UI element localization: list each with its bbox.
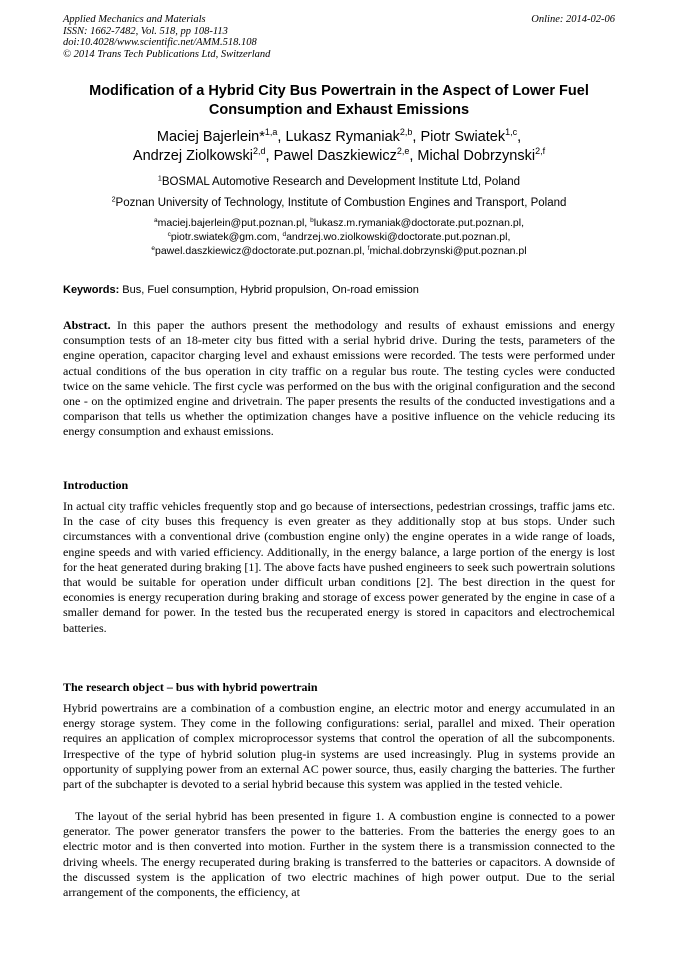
email-address[interactable]: andrzej.wo.ziolkowski@doctorate.put.poznan.pl, [286, 231, 511, 243]
affiliation-sup: 1 [157, 174, 162, 183]
author-sup: 1,c [505, 127, 518, 138]
abstract-text: In this paper the authors present the methodology and results of exhaust emissions and energy consumption tests of an 18-meter city bus fitted with a serial hybrid drive. During the tests, parameters of the engine operation, capacitor charging level and exhaust emissions were recorded. The tests were performed under actual conditions of the bus operation in city traffic on a regular bus route. The testing cycles were conducted twice on the same vehicle. The first cycle was performed on the bus with the original configuration and the second one - on the optimized engine and drivetrain. The paper presents the results of the conducted investigations and a comparison that tells us whether the optimization changes have a positive influence on the vehicle reducing its energy consumption and exhaust emissions. [63, 318, 615, 439]
author-name: Michal Dobrzynski [417, 148, 536, 164]
author-sup: 2,d [253, 146, 266, 157]
author-name: Lukasz Rymaniak [285, 129, 400, 145]
author-name: Maciej Bajerlein* [156, 129, 265, 145]
email-address[interactable]: michal.dobrzynski@put.poznan.pl [369, 245, 527, 257]
journal-issn: ISSN: 1662-7482, Vol. 518, pp 108-113 [63, 25, 228, 37]
section-heading-research-object: The research object – bus with hybrid powertrain [63, 680, 318, 694]
online-date: Online: 2014-02-06 [531, 14, 615, 25]
journal-copyright: © 2014 Trans Tech Publications Ltd, Switzerland [63, 48, 271, 60]
email-address[interactable]: pawel.daszkiewicz@doctorate.put.poznan.pl, [155, 245, 368, 257]
keywords-label: Keywords: [63, 284, 120, 296]
email-sup: c [167, 230, 171, 238]
affiliation-text: Poznan University of Technology, Institute of Combustion Engines and Transport, Poland [115, 197, 567, 209]
author-sup: 2,e [396, 146, 410, 157]
email-line [30, 244, 648, 258]
keywords-text: Bus, Fuel consumption, Hybrid propulsion, On-road emission [119, 284, 419, 296]
author-name: Pawel Daszkiewicz [273, 148, 397, 164]
email-line [30, 216, 648, 230]
affiliation-text: BOSMAL Automotive Research and Development Institute Ltd, Poland [161, 176, 521, 188]
paper-title [50, 82, 628, 120]
journal-doi[interactable]: doi:10.4028/www.scientific.net/AMM.518.108 [63, 37, 257, 48]
email-sup: e [151, 244, 155, 252]
keywords [63, 283, 419, 297]
email-sup: f [367, 244, 370, 252]
author-sep: , [265, 148, 274, 164]
author-line-1 [40, 128, 638, 147]
title-line-2: Consumption and Exhaust Emissions [208, 102, 470, 118]
affiliation-sup: 2 [111, 195, 116, 204]
affiliation-2 [30, 196, 648, 210]
author-sep: , [277, 129, 286, 145]
author-list [40, 128, 638, 166]
journal-name: Applied Mechanics and Materials [63, 14, 206, 25]
email-sup: a [153, 216, 158, 224]
author-line-2 [40, 147, 638, 166]
abstract [63, 318, 615, 440]
research-paragraph-1: Hybrid powertrains are a combination of a combustion engine, an electric motor and energy accumulated in an energy storage system. They come in the following configurations: serial, parallel and mixed. Their operation requires an application of complex microprocessor systems that control the operation of all the subcomponents. Irrespective of the type of hybrid solution plug-in systems are used increasingly. Plug in systems provide an opportunity of supplying power from an external AC power source, thus, easily charging the batteries. The further part of the subchapter is devoted to a serial hybrid because this system was applied in the tested vehicle. [63, 701, 615, 792]
title-line-1: Modification of a Hybrid City Bus Powertrain in the Aspect of Lower Fuel [89, 83, 589, 99]
author-sep: , [412, 129, 421, 145]
email-address[interactable]: piotr.swiatek@gm.com, [170, 231, 283, 243]
author-sep: , [517, 129, 522, 145]
research-paragraph-2: The layout of the serial hybrid has been presented in figure 1. A combustion engine is connected to a power generator. The power generator transfers the power to the batteries. From the batteries the energy goes to an electric motor and is then converted into motion. Further in the system there is a transmission connected to the driving wheels. The energy recuperated during braking is transferred to the batteries or capacitors. A downside of the discussed system is the application of two electric machines of high power output. Due to the serial arrangement of the components, the efficiency, at [63, 809, 615, 900]
author-sup: 2,f [535, 146, 546, 157]
email-list [30, 216, 648, 258]
author-name: Piotr Swiatek [420, 129, 506, 145]
author-name: Andrzej Ziolkowski [132, 148, 253, 164]
author-sep: , [409, 148, 418, 164]
introduction-paragraph: In actual city traffic vehicles frequently stop and go because of intersections, pedestrian crossings, traffic jams etc. In the case of city buses this frequency is even greater as they additionally stop at bus stops. Under such circumstances with a conventional drive (combustion engine only) the engine operates in a wide range of loads, engine speeds and with varied efficiency. Additionally, in the energy balance, a large portion of the energy is lost for the heat generated during braking [1]. The above facts have pushed engineers to seek such powertrain solutions that would be suitable for operation under difficult urban conditions [2]. The best direction in the quest for economies is energy recuperation during braking and storage of excess power generated by the engine in case of a smaller demand for power. In the tested bus the recuperated energy is stored in capacitors and electrochemical batteries. [63, 499, 615, 635]
email-sup: d [282, 230, 287, 238]
section-heading-introduction: Introduction [63, 478, 129, 492]
email-sup: b [310, 216, 314, 224]
email-line [30, 230, 648, 244]
journal-header [63, 14, 270, 60]
affiliation-1 [30, 175, 648, 189]
author-sup: 2,b [399, 127, 413, 138]
abstract-label: Abstract. [63, 318, 111, 332]
email-address[interactable]: lukasz.m.rymaniak@doctorate.put.poznan.pl, [313, 217, 524, 229]
email-address[interactable]: maciej.bajerlein@put.poznan.pl, [157, 217, 311, 229]
author-sup: 1,a [264, 127, 278, 138]
